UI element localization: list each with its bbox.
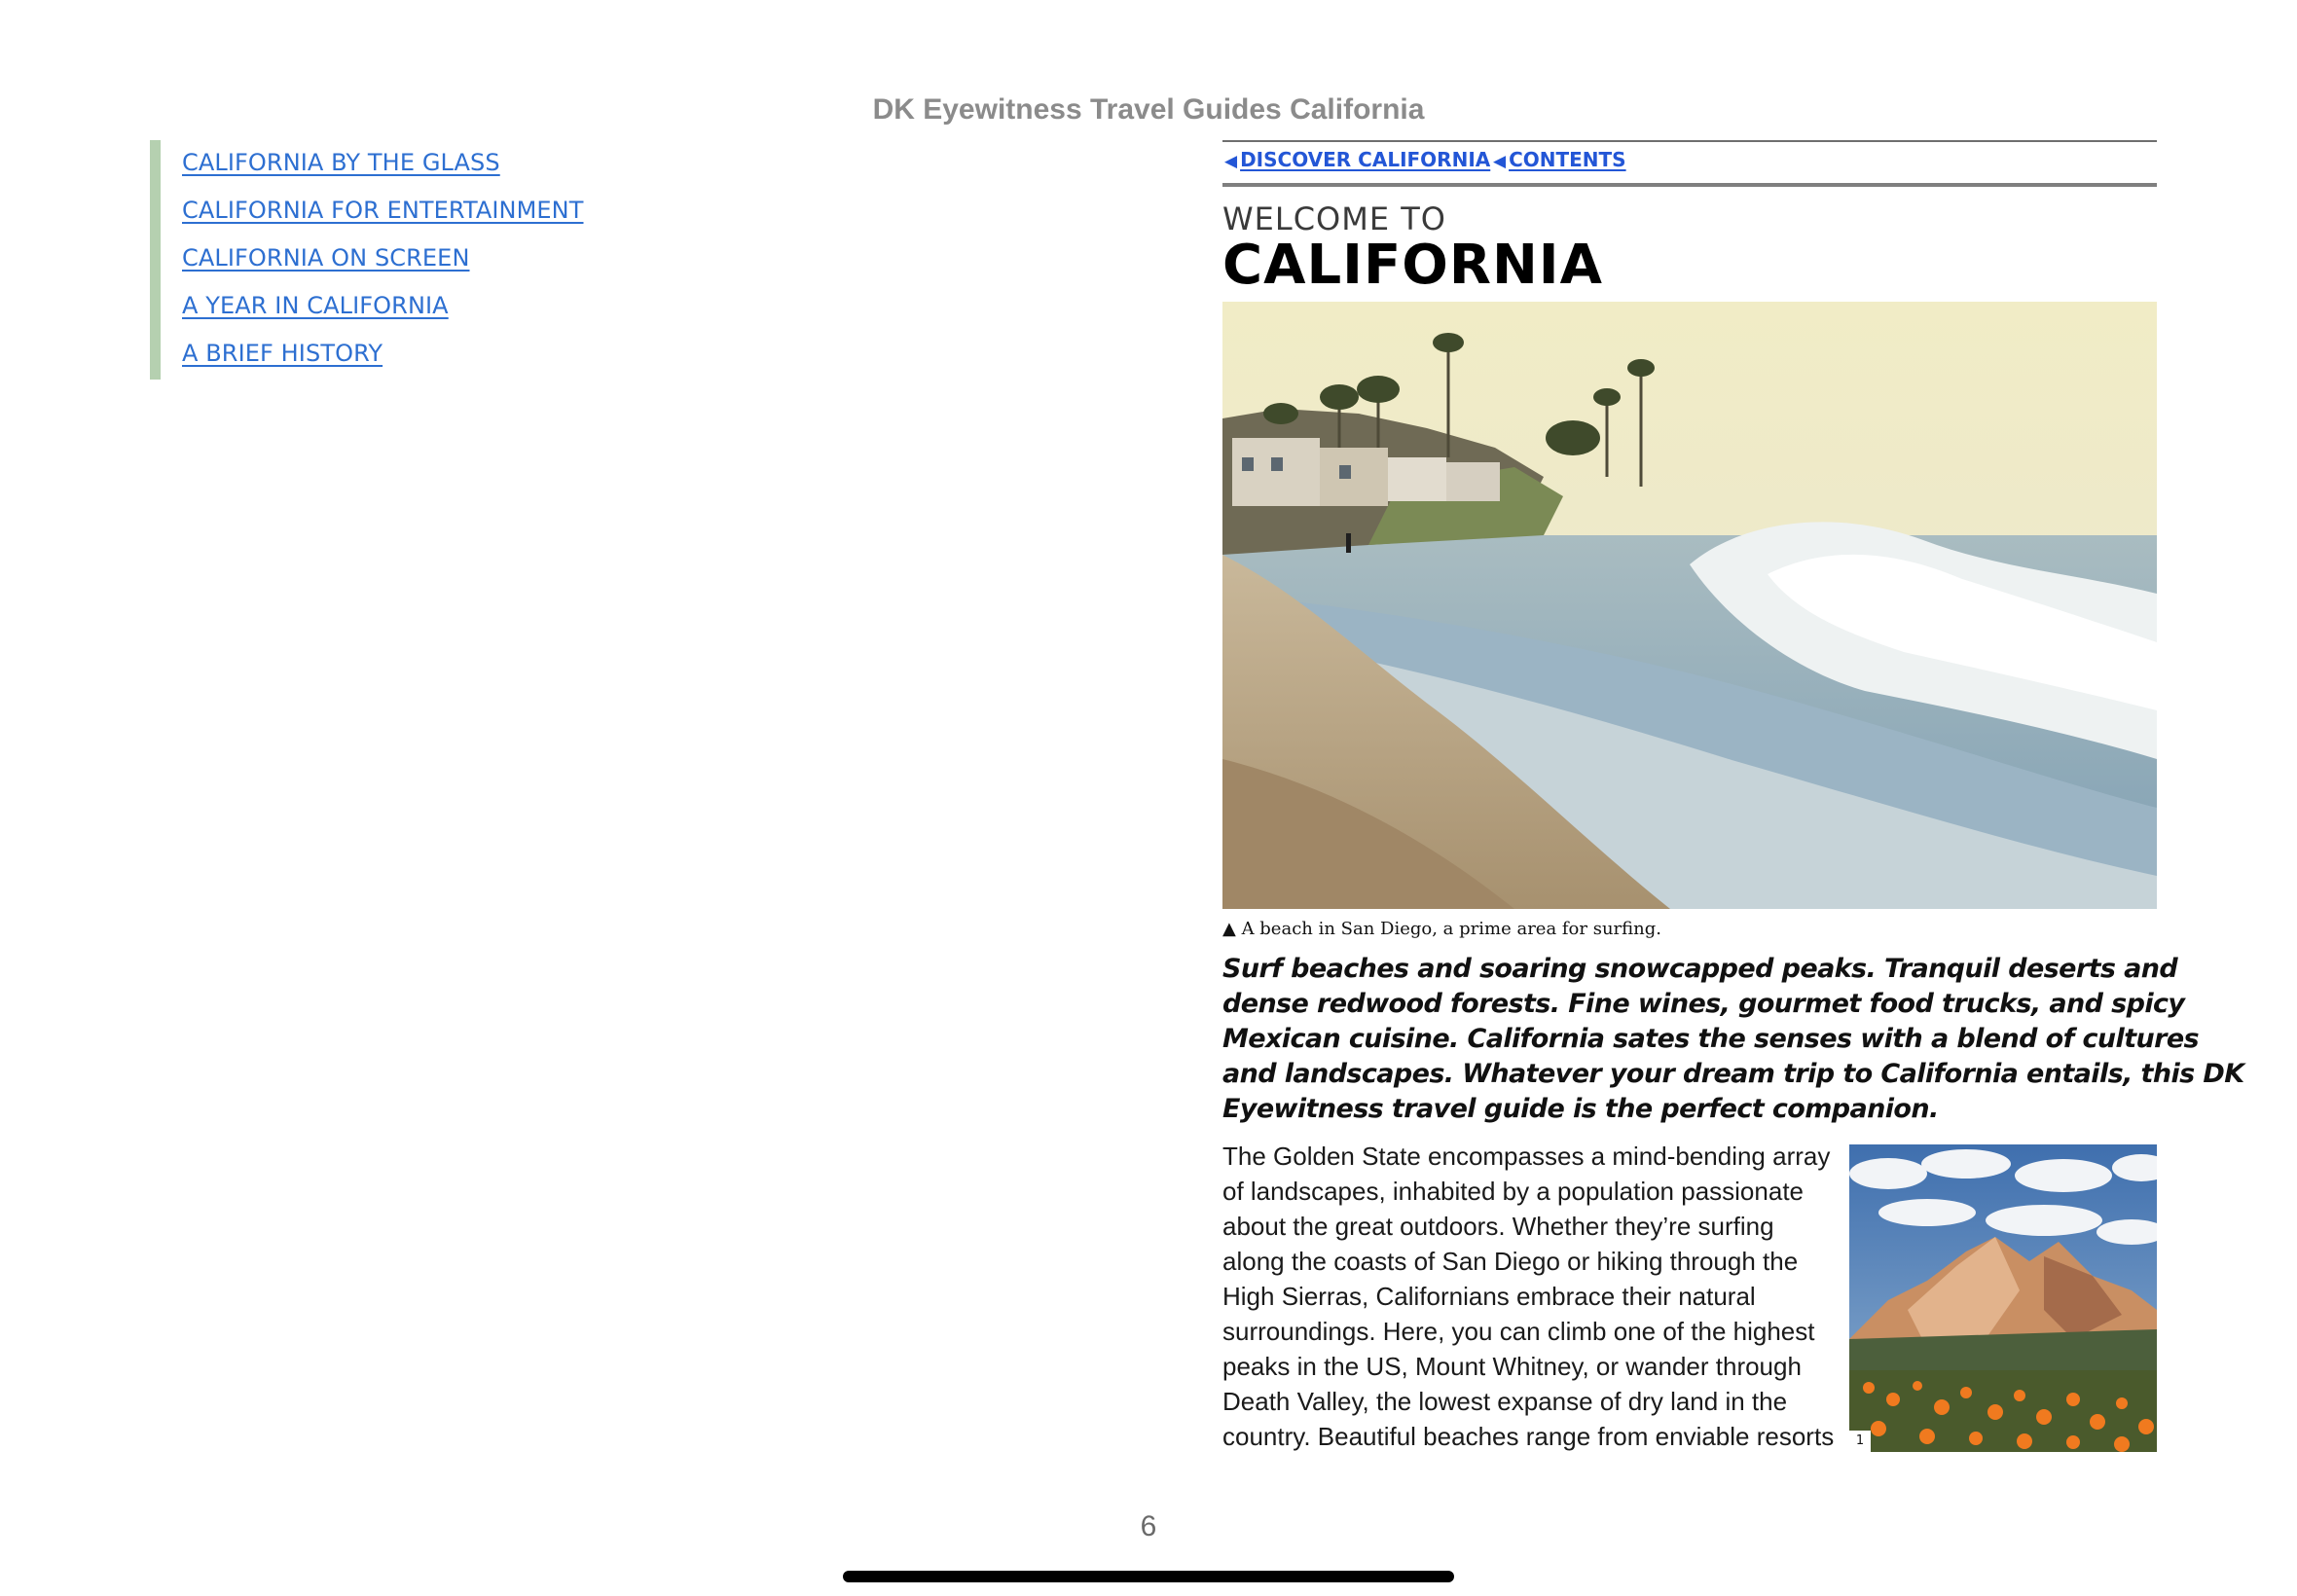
welcome-heading: WELCOME TO (1222, 200, 1446, 237)
body-line: of landscapes, inhabited by a population passionate (1222, 1177, 1804, 1206)
body-line: The Golden State encompasses a mind-bending array (1222, 1142, 1831, 1171)
toc-list (150, 140, 842, 380)
page-nav-bar (1222, 140, 2157, 187)
toc-link-on-screen[interactable]: CALIFORNIA ON SCREEN (182, 244, 470, 272)
inset-photo-mountains (1849, 1144, 2157, 1452)
back-arrow-icon: ◀ (1493, 152, 1507, 171)
back-arrow-icon: ◀ (1224, 152, 1238, 171)
lead-paragraph (1222, 952, 2244, 1127)
body-line: High Sierras, Californians embrace their natural (1222, 1282, 1756, 1311)
lead-line: and landscapes. Whatever your dream trip to California entails, this DK (1222, 1059, 2244, 1089)
body-line: about the great outdoors. Whether they’re surfing (1222, 1212, 1774, 1241)
body-line: surroundings. Here, you can climb one of the highest (1222, 1317, 1815, 1346)
toc-link-brief-history[interactable]: A BRIEF HISTORY (182, 340, 383, 367)
book-title: DK Eyewitness Travel Guides California (872, 93, 1425, 126)
page-heading: CALIFORNIA (1222, 234, 1603, 297)
lead-line: Eyewitness travel guide is the perfect companion. (1222, 1094, 1939, 1124)
body-line: Death Valley, the lowest expanse of dry land in the (1222, 1387, 1788, 1416)
hero-photo-beach (1222, 302, 2157, 909)
hero-photo-caption: ▲ A beach in San Diego, a prime area for surfing. (1222, 919, 1662, 939)
body-line: country. Beautiful beaches range from enviable resorts (1222, 1422, 1835, 1451)
body-line: along the coasts of San Diego or hiking through the (1222, 1247, 1799, 1276)
home-indicator[interactable] (843, 1571, 1454, 1582)
toc-link-year-in-california[interactable]: A YEAR IN CALIFORNIA (182, 292, 449, 319)
discover-california-link[interactable]: ◀ DISCOVER CALIFORNIA (1224, 148, 1491, 171)
page-number: 6 (1140, 1510, 1157, 1542)
contents-link[interactable]: ◀ CONTENTS (1493, 148, 1626, 171)
body-paragraph (1222, 1139, 1845, 1454)
lead-line: Surf beaches and soaring snowcapped peaks. Tranquil deserts and (1222, 954, 2178, 984)
toc-link-for-entertainment[interactable]: CALIFORNIA FOR ENTERTAINMENT (182, 197, 584, 224)
body-line: peaks in the US, Mount Whitney, or wander through (1222, 1352, 1802, 1381)
lead-line: Mexican cuisine. California sates the senses with a blend of cultures (1222, 1024, 2200, 1054)
inset-photo-number: 1 (1849, 1431, 1871, 1452)
lead-line: dense redwood forests. Fine wines, gourmet food trucks, and spicy (1222, 989, 2185, 1019)
toc-link-by-the-glass[interactable]: CALIFORNIA BY THE GLASS (182, 149, 500, 176)
